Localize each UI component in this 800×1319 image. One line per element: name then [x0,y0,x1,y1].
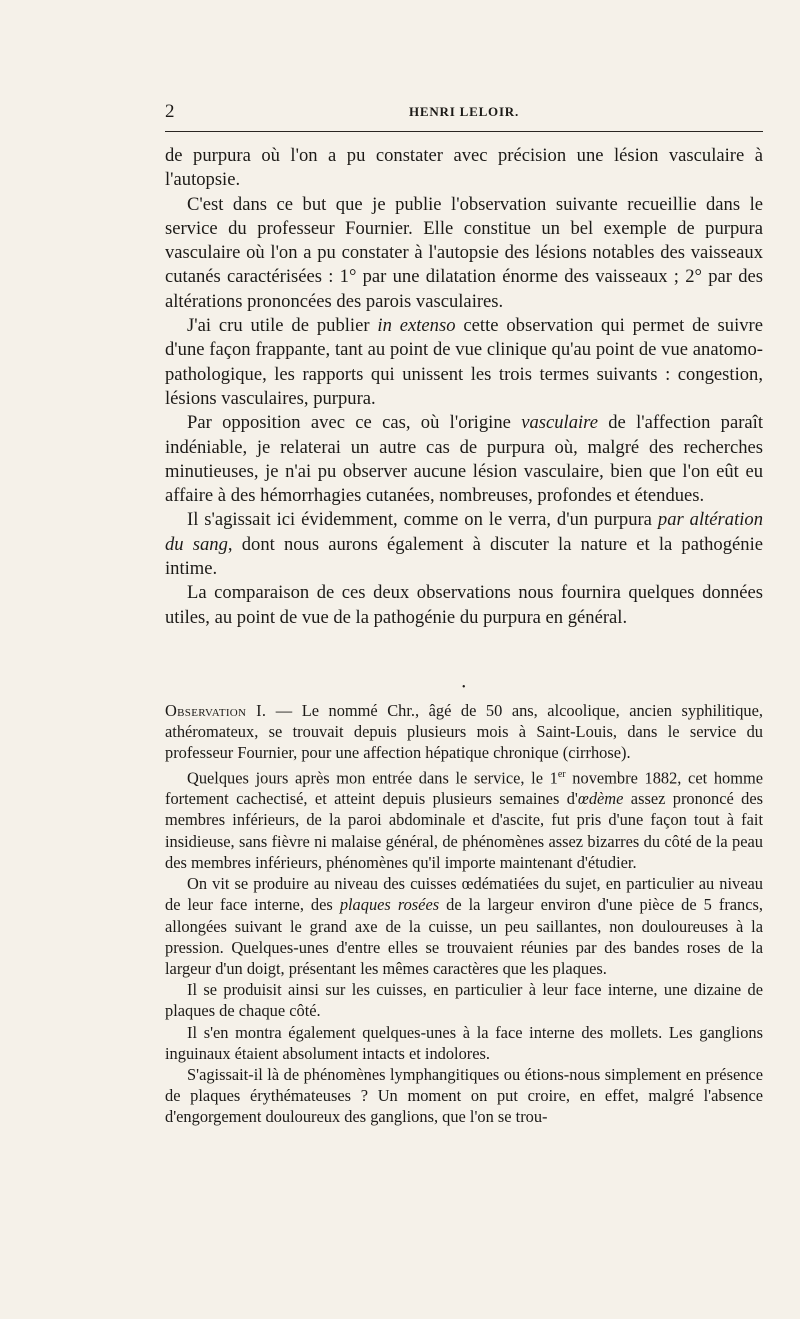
emphasis-oedeme: œdème [577,789,624,809]
observation-label: Observation I. [165,701,267,720]
main-text [165,144,763,630]
paragraph-3: J'ai cru utile de publier in extenso cette observation qui permet de suivre d'une façon frappante, tant au point de vue clinique qu'au point de vue anatomo-pathologique, les rapports qui unissent les trois termes suivants : congestion, lésions vasculaires, purpura. [165,315,763,409]
emphasis-plaques-rosees: plaques rosées [339,895,440,915]
observation-paragraph-4: Il se produisit ainsi sur les cuisses, en particulier à leur face interne, une dizaine de plaques de chaque côté. [165,980,763,1021]
emphasis-vasculaire: vasculaire [521,412,598,434]
page-number: 2 [165,101,175,122]
paragraph-4: Par opposition avec ce cas, où l'origine vasculaire de l'affection paraît indéniable, je relaterai un autre cas de purpura où, malgré des recherches minutieuses, je n'ai pu observer aucune lésion vasculaire, bien que l'on eût eu affaire à des hémorrhagies cutanées, nombreuses, profondes et étendues. [165,412,763,507]
section-separator: • [462,682,466,693]
paragraph-2: C'est dans ce but que je publie l'observation suivante recueillie dans le service du professeur Fournier. Elle constitue un bel exemple de purpura vasculaire où l'on a pu constater à l'autopsie des lésions notables des vaisseaux cutanés caractérisées : 1° par une dilatation énorme des vaisseaux ; 2° par des altérations prononcées des parois vasculaires. [165,193,763,312]
observation-paragraph-6: S'agissait-il là de phénomènes lymphangitiques ou étions-nous simplement en présence de plaques érythémateuses ? Un moment on put croire, en effet, malgré l'absence d'engorgement douloureux des ganglions, que l'on se trou- [165,1064,763,1127]
observation-paragraph-2: Quelques jours après mon entrée dans le service, le 1er novembre 1882, cet homme fortement cachectisé, et atteint depuis plusieurs semaines d'œdème assez prononcé des membres inférieurs, de la paroi abdominale et d'ascite, fut pris d'une façon tout à fait insidieuse, sans fièvre ni malaise général, de phénomènes assez bizarres du côté de la peau des membres inférieurs, phénomènes qu'il importe maintenant d'étudier. [165,768,763,872]
observation-paragraph-5: Il s'en montra également quelques-unes à la face interne des mollets. Les ganglions inguinaux étaient absolument intacts et indolores. [165,1022,763,1063]
emphasis-in-extenso: in extenso [377,315,456,337]
paragraph-1: de purpura où l'on a pu constater avec précision une lésion vasculaire à l'autopsie. [165,145,763,191]
header-rule [165,131,763,132]
observation-section [165,700,763,1128]
observation-paragraph-1: Observation I. — Le nommé Chr., âgé de 50 ans, alcoolique, ancien syphilitique, athéromateux, se trouvait depuis plusieurs mois à Saint-Louis, dans le service du professeur Fournier, pour une affection hépatique chronique (cirrhose). [165,701,763,763]
emphasis-alteration-du-sang: par altération du sang [165,509,763,555]
observation-paragraph-3: On vit se produire au niveau des cuisses œdématiées du sujet, en particulier au niveau de leur face interne, des plaques rosées de la largeur environ d'une pièce de 5 francs, allongées suivant le grand axe de la cuisse, un peu saillantes, non douloureuses à la pression. Quelques-unes d'entre elles se trouvaient réunies par des bandes roses de la largeur d'un doigt, présentant les mêmes caractères que les plaques. [165,874,763,978]
running-head: HENRI LELOIR. [408,104,520,119]
page-header [165,100,763,124]
date-superscript: er [557,768,566,780]
paragraph-5: Il s'agissait ici évidemment, comme on le verra, d'un purpura par altération du sang, dont nous aurons également à discuter la nature et la pathogénie intime. [165,509,763,580]
paragraph-6: La comparaison de ces deux observations nous fournira quelques données utiles, au point de vue de la pathogénie du purpura en général. [165,582,763,628]
